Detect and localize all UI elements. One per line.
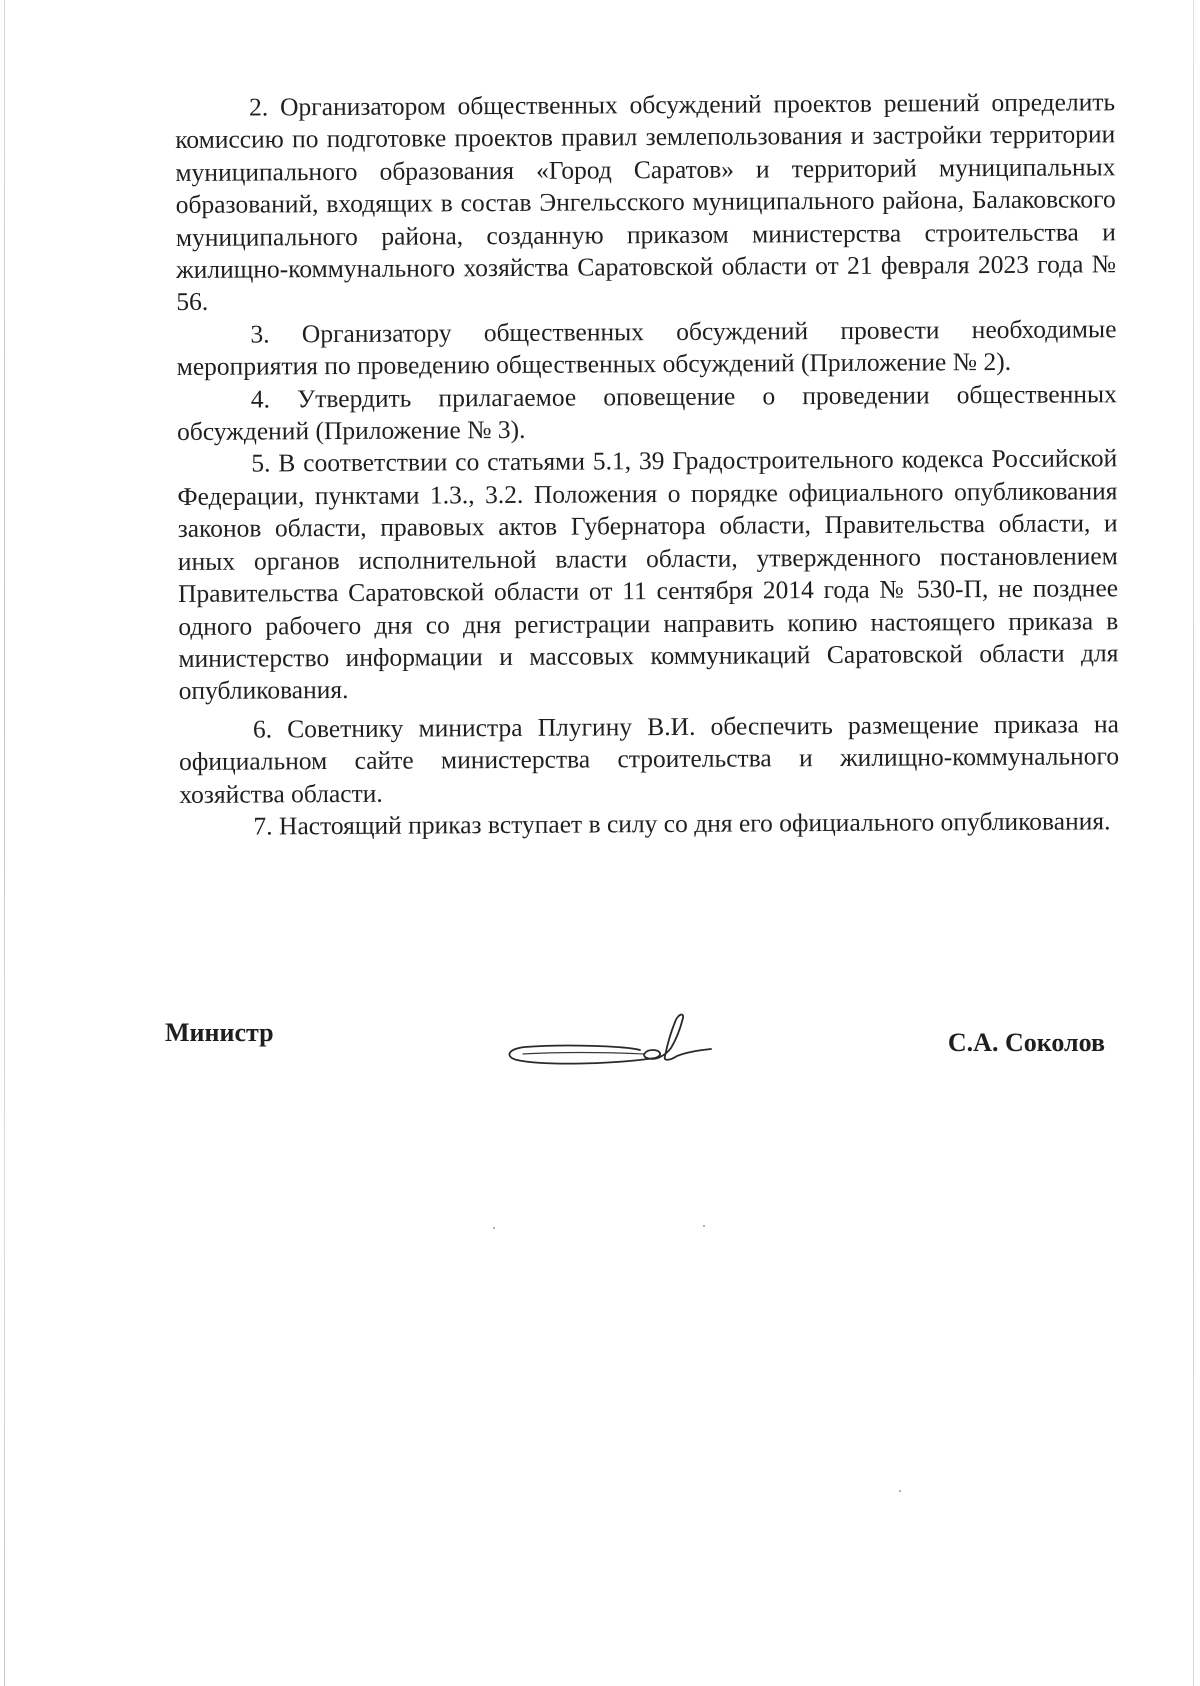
- scan-speck: [703, 1225, 705, 1227]
- signatory-title: Министр: [165, 1018, 274, 1047]
- scan-speck: [493, 1227, 495, 1229]
- paragraph-4: 4. Утвердить прилагаемое оповещение о проведении общественных обсуждений (Приложение № 3).: [176, 378, 1117, 447]
- handwritten-signature-icon: [505, 1000, 715, 1070]
- paragraph-5: 5. В соответствии со статьями 5.1, 39 Градостроительного кодекса Российской Федерации, пунктами 1.3., 3.2. Положения о порядке официального опубликования законов области, правовых актов Губернатора области, Правительства области, и иных органов исполнительной власти области, утвержденного постановлением Правительства Саратовской области от 11 сентября 2014 года № 530-П, не позднее одного рабочего дня со дня регистрации направить копию настоящего приказа в министерство информации и массовых коммуникаций Саратовской области для опубликования.: [177, 443, 1119, 706]
- paragraph-2: 2. Организатором общественных обсуждений проектов решений определить комиссию по подготовке проектов правил землепользования и застройки территории муниципального образования «Город Саратов» и территорий муниципальных образований, входящих в состав Энгельсского муниципального района, Балаковского муниципального района, созданную приказом министерства строительства и жилищно-коммунального хозяйства Саратовской области от 21 февраля 2023 года № 56.: [175, 87, 1117, 317]
- scan-edge-left: [4, 0, 5, 1686]
- paragraph-7: 7. Настоящий приказ вступает в силу со дня его официального опубликования.: [253, 806, 1111, 841]
- paragraph-6: 6. Советнику министра Плугину В.И. обеспечить размещение приказа на официальном сайте министерства строительства и жилищно-коммунального хозяйства области.: [179, 708, 1120, 809]
- document-body: [175, 86, 1120, 843]
- signature-block: [165, 1000, 1105, 1080]
- paragraph-3: 3. Организатору общественных обсуждений провести необходимые мероприятия по проведению общественных обсуждений (Приложение № 2).: [176, 314, 1117, 382]
- signatory-name: С.А. Соколов: [947, 1028, 1105, 1057]
- scan-edge-right: [1193, 0, 1194, 1686]
- scan-speck: [899, 1490, 901, 1492]
